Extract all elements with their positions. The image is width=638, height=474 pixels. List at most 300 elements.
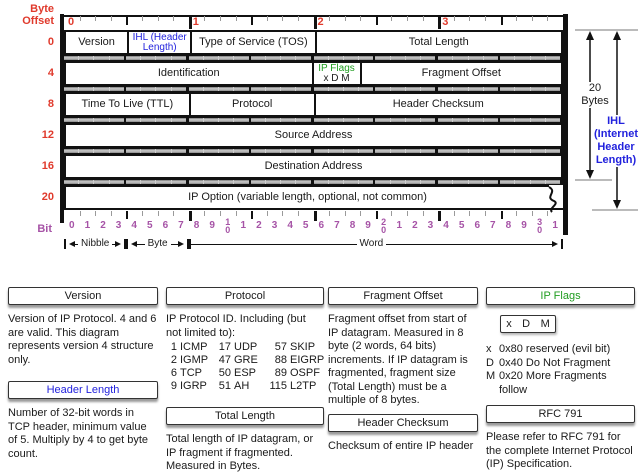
notes-column-2 <box>166 278 324 474</box>
separator-bit-cell <box>156 180 171 184</box>
separator-bit-cell <box>64 87 79 91</box>
separator-bit-cell <box>204 56 219 60</box>
separator-bit-cell <box>484 56 500 60</box>
bottom-ruler-tick <box>314 211 317 221</box>
flag-bit-letter: D <box>522 318 531 330</box>
separator-bit-cell <box>375 56 390 60</box>
bit-number <box>376 218 392 234</box>
separator-bit-cell <box>266 87 281 91</box>
ruler-tick <box>173 16 174 21</box>
bit-number: 8 <box>505 220 512 231</box>
bit-number: 7 <box>178 220 184 231</box>
separator-bit-cell <box>126 180 141 184</box>
field-cell <box>66 125 561 146</box>
ruler-tick <box>189 16 192 29</box>
separator-bit-cell <box>314 87 329 91</box>
bottom-ruler-tick <box>158 211 159 216</box>
protocol-name: L2TP <box>290 380 317 392</box>
separator-bit-cell <box>296 56 313 60</box>
bottom-ruler-tick <box>298 211 299 216</box>
ruler-tick <box>391 16 392 21</box>
separator-bit-cell <box>234 118 250 122</box>
ruler-tick <box>220 16 221 21</box>
protocol-name: TCP <box>180 367 202 379</box>
arrowhead-left-icon <box>66 241 75 247</box>
separator-bit-cell <box>546 56 563 60</box>
separator-bit-cell <box>189 56 204 60</box>
separator-bit-cell <box>141 118 156 122</box>
field-label: IP Flags <box>318 62 355 74</box>
separator-bit-cell <box>359 118 375 122</box>
ruler-tick <box>516 16 517 21</box>
bottom-ruler-tick <box>469 211 470 216</box>
ruler-tick <box>204 16 205 21</box>
protocol-name: IGRP <box>180 380 207 392</box>
byte-number-label: 1 <box>192 16 199 28</box>
separator-bit-cell <box>531 118 546 122</box>
separator-bit-cell <box>391 149 406 153</box>
field-label: Version <box>78 36 115 48</box>
field-label: Type of Service (TOS) <box>199 36 308 48</box>
separator-bit-cell <box>141 180 156 184</box>
separator-bit-cell <box>406 118 421 122</box>
field-cell <box>314 94 562 115</box>
bit-number: 1 <box>396 220 403 231</box>
protocol-name: AH <box>234 380 250 392</box>
bit-number-digit: 0 <box>381 225 387 235</box>
separator-bit-cell <box>421 180 438 184</box>
field-notes <box>0 278 638 472</box>
bottom-ruler-tick <box>360 211 361 216</box>
header-checksum-note-title: Header Checksum <box>328 414 478 432</box>
separator-bit-cell <box>438 180 453 184</box>
version-note-body: Version of IP Protocol. 4 and 6 are valid. This diagram represents version 4 structure only. <box>8 313 157 366</box>
bottom-ruler-tick <box>532 211 533 216</box>
field-cell <box>189 94 314 115</box>
separator-bit-cell <box>469 87 484 91</box>
separator-bit-cell <box>219 149 234 153</box>
separator-bit-cell <box>438 149 453 153</box>
bottom-ruler-tick <box>267 211 268 216</box>
separator-bit-cell <box>94 56 109 60</box>
separator-bit-cell <box>110 56 126 60</box>
separator-bit-cell <box>266 56 281 60</box>
separator-bit-cell <box>219 56 234 60</box>
bit-number: 5 <box>146 220 153 231</box>
field-cell <box>360 63 561 84</box>
protocol-name: OSPF <box>290 367 320 379</box>
ruler-tick <box>469 16 470 21</box>
separator-bit-cell <box>344 56 359 60</box>
separator-bit-cell <box>172 180 189 184</box>
separator-bit-cell <box>266 149 281 153</box>
byte-number-label: 3 <box>442 16 449 28</box>
header-checksum-note-body: Checksum of entire IP header <box>328 439 474 452</box>
protocol-note-title: Protocol <box>166 287 324 305</box>
separator-bit-cell <box>79 87 94 91</box>
field-label: Destination Address <box>264 160 363 172</box>
flag-bit-letter: M <box>540 318 550 330</box>
bit-field-table <box>64 0 563 260</box>
separator-bit-cell <box>314 149 329 153</box>
separator-bit-cell <box>469 180 484 184</box>
separator-bit-cell <box>515 87 530 91</box>
separator-bit-cell <box>79 180 94 184</box>
separator-bit-cell <box>251 118 266 122</box>
separator-bit-cell <box>359 87 375 91</box>
separator-bit-cell <box>531 180 546 184</box>
protocol-name: ESP <box>234 367 257 379</box>
version-note-title: Version <box>8 287 158 305</box>
scale-marker-word <box>189 239 563 249</box>
separator-bit-cell <box>204 87 219 91</box>
separator-bit-cell <box>64 56 79 60</box>
ip-flags-note-title: IP Flags <box>486 287 635 305</box>
bit-number: 1 <box>84 220 91 231</box>
separator-bit-cell <box>189 180 204 184</box>
separator-bit-cell <box>281 118 296 122</box>
separator-bit-cell <box>296 180 313 184</box>
protocol-name: EIGRP <box>290 354 325 366</box>
field-cell <box>66 63 312 84</box>
bit-number: 9 <box>521 220 527 231</box>
scale-marker-nibble <box>64 239 126 249</box>
bottom-ruler-tick <box>345 211 346 216</box>
protocol-id: 115 <box>269 380 287 392</box>
separator-bit-cell <box>359 56 375 60</box>
arrowhead-right-icon <box>178 241 187 247</box>
separator-bit-cell <box>453 180 468 184</box>
bit-number: 2 <box>412 220 418 231</box>
notes-column-3 <box>328 278 478 453</box>
protocol-name: GRE <box>234 354 258 366</box>
separator-bit-cell <box>79 56 94 60</box>
separator-bit-cell <box>344 87 359 91</box>
flag-description: 0x40 Do Not Fragment <box>499 356 611 369</box>
bottom-ruler-tick <box>391 211 392 216</box>
flag-letter: x <box>486 343 492 355</box>
separator-bit-cell <box>219 118 234 122</box>
separator-bit-cell <box>189 87 204 91</box>
separator-bit-cell <box>344 118 359 122</box>
ip-flags-bits-box <box>500 315 556 333</box>
separator-bit-cell <box>469 149 484 153</box>
field-sublabel: x D M <box>323 72 350 84</box>
ruler-tick <box>251 16 253 25</box>
field-label: Header Checksum <box>392 98 484 110</box>
bottom-ruler-tick <box>111 211 112 216</box>
field-cell <box>190 32 314 53</box>
separator-bit-cell <box>172 118 189 122</box>
ruler-tick <box>267 16 268 21</box>
separator-bit-cell <box>531 149 546 153</box>
separator-bit-cell <box>515 56 530 60</box>
bit-number-digit: 0 <box>225 225 231 235</box>
separator-bit-cell <box>251 180 266 184</box>
separator-bit-cell <box>421 87 438 91</box>
marker-line <box>191 244 357 245</box>
bit-number: 2 <box>100 220 106 231</box>
separator-bit-cell <box>94 149 109 153</box>
bottom-ruler-tick <box>236 211 237 216</box>
separator-bit-cell <box>375 118 390 122</box>
separator-bit-cell <box>234 180 250 184</box>
bit-number: 2 <box>256 220 262 231</box>
bottom-ruler-tick <box>220 211 221 216</box>
separator-bit-cell <box>484 118 500 122</box>
separator-bit-cell <box>329 87 344 91</box>
field-label: Identification <box>157 67 220 79</box>
bit-number-digit: 1 <box>225 217 231 227</box>
protocol-id: 17 <box>218 341 231 353</box>
bottom-ruler-tick <box>282 211 283 216</box>
notes-column-1 <box>8 278 158 461</box>
bit-number: 0 <box>69 220 75 231</box>
separator-bit-cell <box>64 149 79 153</box>
bit-number: 5 <box>458 220 465 231</box>
field-cell <box>66 94 189 115</box>
separator-bit-cell <box>329 56 344 60</box>
separator-bit-cell <box>344 149 359 153</box>
separator-bit-cell <box>329 149 344 153</box>
ruler-tick <box>298 16 299 21</box>
separator-bit-cell <box>531 87 546 91</box>
separator-bit-cell <box>359 149 375 153</box>
marker-line <box>137 244 144 245</box>
header-length-note-title: Header Length <box>8 381 158 399</box>
bottom-ruler-tick <box>95 211 96 216</box>
separator-bit-cell <box>126 87 141 91</box>
row-byte-offset: 0 <box>47 36 54 48</box>
separator-bit-cell <box>469 118 484 122</box>
bit-number <box>532 218 548 234</box>
bit-number: 1 <box>240 220 247 231</box>
byte-number-label: 2 <box>317 16 324 28</box>
ruler-tick <box>485 16 486 21</box>
bit-number: 4 <box>287 220 293 231</box>
protocol-note-body: IP Protocol ID. Including (but not limited to): <box>166 313 306 339</box>
notes-column-4 <box>486 278 635 472</box>
bit-number: 3 <box>271 220 278 231</box>
bit-number: 4 <box>131 220 137 231</box>
separator-bit-cell <box>234 87 250 91</box>
marker-label: Nibble <box>81 238 110 249</box>
bottom-ruler-tick <box>438 211 441 221</box>
separator-bit-cell <box>79 118 94 122</box>
separator-bit-cell <box>546 149 563 153</box>
separator-bit-cell <box>515 180 530 184</box>
header-field-row <box>64 61 563 86</box>
ruler-tick <box>314 16 317 29</box>
separator-bit-cell <box>546 118 563 122</box>
rfc-note-body: Please refer to RFC 791 for the complete Internet Protocol (IP) Specification. <box>486 431 633 470</box>
field-cell <box>66 32 127 53</box>
protocol-name: IGMP <box>180 354 209 366</box>
protocol-id: 6 <box>170 367 177 379</box>
separator-bit-cell <box>204 180 219 184</box>
separator-bit-cell <box>391 87 406 91</box>
protocol-id: 2 <box>170 354 177 366</box>
protocol-name: UDP <box>234 341 258 353</box>
field-label: Total Length <box>408 36 469 48</box>
bottom-ruler-tick <box>547 211 548 216</box>
bit-number: 8 <box>193 220 200 231</box>
field-label: IP Option (variable length, optional, not common) <box>188 191 427 203</box>
protocol-id: 89 <box>274 367 287 379</box>
marker-label: Word <box>359 238 384 249</box>
bit-number: 3 <box>427 220 434 231</box>
separator-bit-cell <box>344 180 359 184</box>
flag-letter: M <box>486 370 496 382</box>
separator-bit-cell <box>314 56 329 60</box>
field-label: IHL (Header Length) <box>132 31 187 53</box>
separator-bit-cell <box>234 149 250 153</box>
separator-bit-cell <box>484 149 500 153</box>
separator-bit-cell <box>359 180 375 184</box>
bit-number: 9 <box>365 220 371 231</box>
field-label: Fragment Offset <box>421 67 501 79</box>
separator-bit-cell <box>500 56 515 60</box>
separator-bit-cell <box>406 180 421 184</box>
separator-bit-cell <box>281 149 296 153</box>
separator-bit-cell <box>94 180 109 184</box>
separator-bit-cell <box>296 87 313 91</box>
ruler-tick <box>532 16 533 21</box>
separator-bit-cell <box>266 180 281 184</box>
bottom-ruler-tick <box>407 211 408 216</box>
total-length-note-title: Total Length <box>166 407 324 425</box>
separator-bit-cell <box>266 118 281 122</box>
bit-number: 9 <box>209 220 215 231</box>
bottom-ruler-tick <box>251 211 253 219</box>
protocol-id: 9 <box>170 380 177 392</box>
ruler-tick <box>376 16 378 25</box>
row-byte-offset: 4 <box>47 67 54 79</box>
bottom-ruler-tick <box>454 211 455 216</box>
bit-number <box>220 218 236 234</box>
separator-bit-cell <box>391 180 406 184</box>
separator-bit-cell <box>189 118 204 122</box>
separator-bit-cell <box>126 149 141 153</box>
separator-bit-cell <box>453 87 468 91</box>
bit-number: 6 <box>318 220 325 231</box>
arrowhead-right-icon <box>115 241 124 247</box>
separator-bit-cell <box>438 56 453 60</box>
separator-bit-cell <box>375 180 390 184</box>
protocol-name: ICMP <box>180 341 208 353</box>
separator-bit-cell <box>438 87 453 91</box>
ruler-tick <box>547 16 548 21</box>
header-field-row <box>64 123 563 148</box>
ruler-tick <box>438 16 441 29</box>
flag-description: 0x80 reserved (evil bit) <box>499 343 611 355</box>
separator-bit-cell <box>296 118 313 122</box>
bottom-ruler-tick <box>485 211 486 216</box>
bit-number: 8 <box>349 220 356 231</box>
separator-bit-cell <box>110 87 126 91</box>
header-field-row <box>64 154 563 179</box>
ruler-tick <box>454 16 455 21</box>
marker-line <box>171 244 178 245</box>
separator-bit-cell <box>421 118 438 122</box>
separator-bit-cell <box>500 87 515 91</box>
ruler-tick <box>142 16 143 21</box>
protocol-id-table <box>166 341 324 393</box>
separator-bit-cell <box>546 180 563 184</box>
separator-bit-cell <box>219 87 234 91</box>
header-field-row <box>64 30 563 55</box>
ruler-tick <box>236 16 237 21</box>
field-label: Time To Live (TTL) <box>81 98 174 110</box>
marker-line <box>386 244 552 245</box>
separator-bit-cell <box>172 149 189 153</box>
field-cell <box>66 156 561 177</box>
ruler-tick <box>345 16 346 21</box>
ruler-tick <box>158 16 159 21</box>
separator-bit-cell <box>500 180 515 184</box>
separator-bit-cell <box>406 149 421 153</box>
bit-number: 3 <box>115 220 122 231</box>
fragment-offset-note-body: Fragment offset from start of IP datagram. Measured in 8 byte (2 words, 64 bits) increments. If IP datagram is fragmented, fragment size (Total Length) must be a multiple of 8 bytes. <box>328 313 468 406</box>
bit-number-digit: 2 <box>381 217 387 227</box>
flag-letter: D <box>486 356 494 369</box>
field-label: Protocol <box>231 98 273 110</box>
field-label: Source Address <box>274 129 353 141</box>
ruler-tick <box>126 16 128 25</box>
separator-bit-cell <box>204 149 219 153</box>
separator-bit-cell <box>219 180 234 184</box>
bottom-ruler-tick <box>329 211 330 216</box>
ruler-tick <box>329 16 330 21</box>
separator-bit-cell <box>126 118 141 122</box>
separator-bit-cell <box>251 149 266 153</box>
separator-bit-cell <box>189 149 204 153</box>
separator-bit-cell <box>421 149 438 153</box>
separator-bit-cell <box>469 56 484 60</box>
ruler-tick <box>501 16 503 25</box>
ruler-tick <box>423 16 424 21</box>
byte-offset-axis-label: Byte Offset <box>22 3 54 27</box>
separator-bit-cell <box>110 118 126 122</box>
bit-number: 7 <box>334 220 340 231</box>
separator-bit-cell <box>484 87 500 91</box>
field-cell <box>312 63 360 84</box>
fragment-offset-note-title: Fragment Offset <box>328 287 478 305</box>
separator-bit-cell <box>500 149 515 153</box>
twenty-bytes-label: 20 Bytes <box>575 82 615 108</box>
separator-bit-cell <box>484 180 500 184</box>
bottom-ruler-tick <box>516 211 517 216</box>
protocol-id: 1 <box>170 341 177 353</box>
bottom-ruler-tick <box>423 211 424 216</box>
ruler-tick <box>95 16 96 21</box>
bit-number: 6 <box>162 220 169 231</box>
bit-axis-label: Bit <box>37 223 52 235</box>
ruler-tick <box>282 16 283 21</box>
header-field-row <box>64 92 563 117</box>
flag-description: 0x20 More Fragments follow <box>499 370 607 396</box>
separator-bit-cell <box>281 180 296 184</box>
protocol-id: 47 <box>218 354 231 366</box>
separator-bit-cell <box>281 56 296 60</box>
separator-bit-cell <box>438 118 453 122</box>
separator-bit-cell <box>546 87 563 91</box>
separator-bit-cell <box>64 118 79 122</box>
bit-number-digit: 0 <box>537 225 543 235</box>
bit-number: 7 <box>490 220 496 231</box>
separator-bit-cell <box>251 56 266 60</box>
ruler-tick <box>111 16 112 21</box>
